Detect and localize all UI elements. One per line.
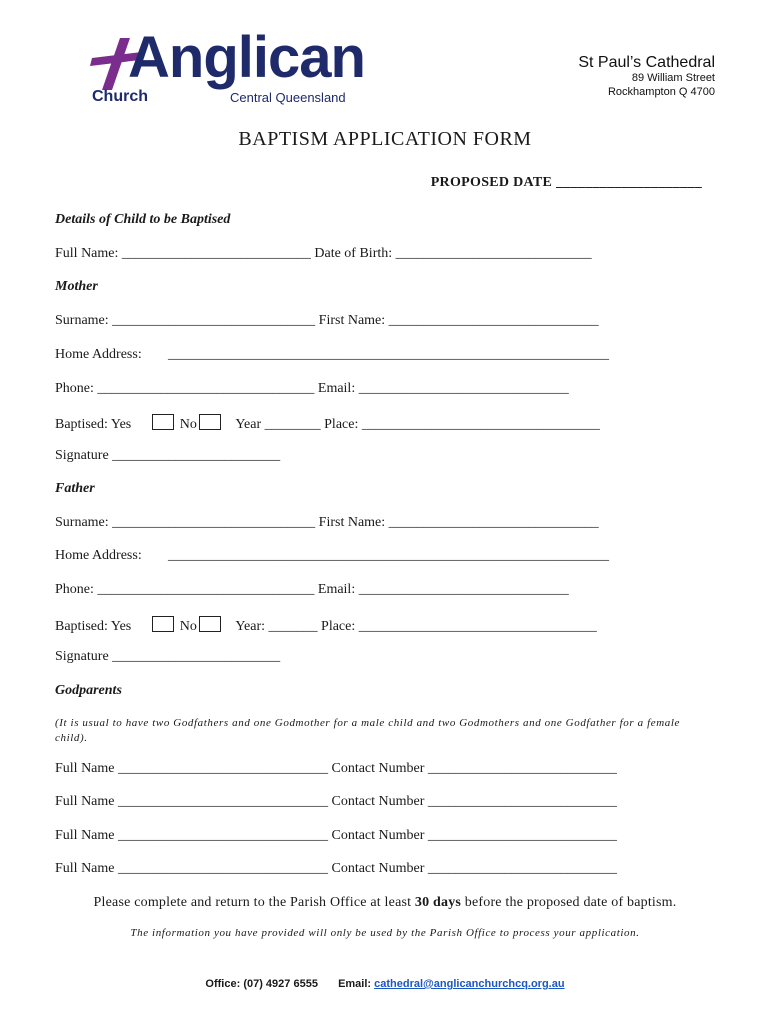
instruction-text-end: before the proposed date of baptism. <box>461 895 677 910</box>
mother-baptised-no-checkbox[interactable] <box>199 414 221 430</box>
child-details-row[interactable]: Full Name: ___________________________ Date of Birth: ____________________________ <box>55 246 592 261</box>
father-baptised-row <box>55 616 597 635</box>
father-year-place-field[interactable]: Year: _______ Place: __________________________________ <box>235 619 597 634</box>
father-baptised-no-checkbox[interactable] <box>199 616 221 632</box>
return-instruction <box>0 895 770 911</box>
church-name: St Paul’s Cathedral <box>578 54 715 71</box>
father-signature-field[interactable]: Signature ________________________ <box>55 649 281 664</box>
mother-heading: Mother <box>55 279 98 294</box>
mother-baptised-row <box>55 414 600 433</box>
privacy-note: The information you have provided will only be used by the Parish Office to process your application. <box>130 927 640 939</box>
godparent-row-4[interactable]: Full Name ______________________________ Contact Number ___________________________ <box>55 861 617 876</box>
email-label: Email: <box>338 978 372 990</box>
instruction-text: Please complete and return to the Parish Office at least <box>93 895 415 910</box>
mother-baptised-no-label: No <box>179 417 197 432</box>
mother-names-row[interactable]: Surname: _____________________________ First Name: ______________________________ <box>55 313 599 328</box>
father-address-label: Home Address: <box>55 548 142 563</box>
address-line-1: 89 William Street <box>631 72 715 84</box>
footer <box>0 978 770 990</box>
father-baptised-no-label: No <box>179 619 197 634</box>
godparents-note: (It is usual to have two Godfathers and one Godmother for a male child and two Godmothers and one Godfather for a female child). <box>55 717 681 744</box>
godparent-row-3[interactable]: Full Name ______________________________ Contact Number ___________________________ <box>55 828 617 843</box>
godparent-row-2[interactable]: Full Name ______________________________ Contact Number ___________________________ <box>55 794 617 809</box>
father-heading: Father <box>55 481 95 496</box>
logo-church: Church <box>92 88 148 105</box>
instruction-days: 30 days <box>414 895 462 910</box>
father-baptised-yes-label: Baptised: Yes <box>55 619 132 634</box>
logo-wordmark: Anglican <box>128 25 365 90</box>
mother-contact-row[interactable]: Phone: _______________________________ Email: ______________________________ <box>55 381 569 396</box>
father-names-row[interactable]: Surname: _____________________________ First Name: ______________________________ <box>55 515 599 530</box>
father-address-field[interactable]: _______________________________________________________________ <box>168 548 609 563</box>
child-heading: Details of Child to be Baptised <box>55 212 231 227</box>
anglican-logo <box>90 25 370 110</box>
address-line-2: Rockhampton Q 4700 <box>607 86 715 98</box>
father-baptised-yes-checkbox[interactable] <box>152 616 174 632</box>
office-phone: Office: (07) 4927 6555 <box>205 978 318 990</box>
mother-baptised-yes-checkbox[interactable] <box>152 414 174 430</box>
mother-address-field[interactable]: _______________________________________________________________ <box>168 347 609 362</box>
logo-subtitle: Central Queensland <box>230 90 346 105</box>
mother-address-label: Home Address: <box>55 347 142 362</box>
email-link[interactable]: cathedral@anglicanchurchcq.org.au <box>374 978 565 990</box>
godparent-row-1[interactable]: Full Name ______________________________ Contact Number ___________________________ <box>55 761 617 776</box>
proposed-date-field[interactable]: PROPOSED DATE ____________________ <box>430 175 702 190</box>
godparents-heading: Godparents <box>55 683 122 698</box>
mother-year-place-field[interactable]: Year ________ Place: __________________________________ <box>235 417 600 432</box>
mother-signature-field[interactable]: Signature ________________________ <box>55 448 281 463</box>
mother-baptised-yes-label: Baptised: Yes <box>55 417 132 432</box>
father-contact-row[interactable]: Phone: _______________________________ Email: ______________________________ <box>55 582 569 597</box>
form-title: BAPTISM APPLICATION FORM <box>238 128 532 150</box>
